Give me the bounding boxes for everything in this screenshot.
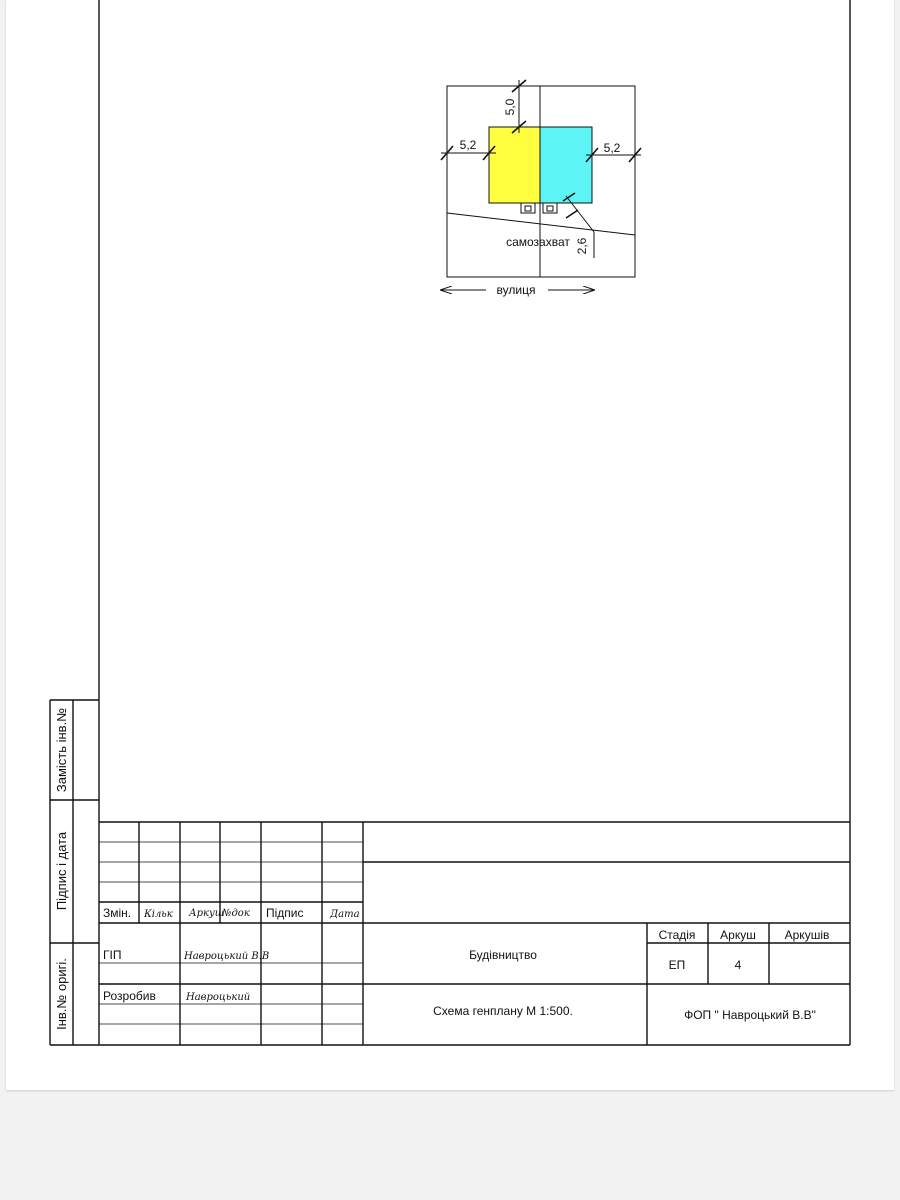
header-qty: Кільк <box>144 909 173 920</box>
stamp-replaced-inv: Замість інв.№ <box>54 707 69 793</box>
title-block <box>99 822 850 1045</box>
organization-name: ФОП " Навроцький В.В" <box>684 1008 816 1022</box>
dimension-right-setback-value: 5,2 <box>603 141 621 155</box>
header-signature: Підпис <box>266 906 304 920</box>
stage-label: Стадія <box>658 928 696 942</box>
unauthorized-boundary <box>447 213 635 235</box>
drawing-sheet <box>6 0 894 1090</box>
name-gip: Навроцький В.В <box>184 951 270 962</box>
name-author: Навроцький <box>186 992 251 1003</box>
house-unit-right <box>540 127 592 203</box>
house-unit-left <box>489 127 540 203</box>
entrance-steps <box>521 203 557 213</box>
unauthorized-label: самозахват <box>506 235 570 249</box>
drawing-canvas <box>6 0 894 1090</box>
dimension-front-setback-value: 5,0 <box>503 98 517 116</box>
header-sheet: Аркуш <box>189 908 225 919</box>
sheet-value: 4 <box>734 958 742 972</box>
header-date: Дата <box>330 909 360 920</box>
sheet-frame <box>50 0 850 1045</box>
sheets-label: Аркушів <box>784 928 830 942</box>
project-name: Будівництво <box>469 948 537 962</box>
sheet-label: Аркуш <box>720 928 756 942</box>
header-doc: №док <box>222 908 250 919</box>
dimension-left-setback-value: 5,2 <box>459 138 477 152</box>
side-stamp <box>50 700 99 1045</box>
stamp-signature-date: Підпис і дата <box>54 831 69 911</box>
stage-value: ЕП <box>668 958 686 972</box>
site-plan <box>441 80 641 297</box>
role-author: Розробив <box>103 989 156 1003</box>
header-change: Змін. <box>103 906 132 920</box>
street-label: вулиця <box>496 283 536 297</box>
drawing-title: Схема генплану М 1:500. <box>433 1004 573 1018</box>
dimension-unauthorized-value: 2,6 <box>575 237 589 255</box>
stamp-inv-orig: Інв.№ оригі. <box>54 958 69 1030</box>
role-gip: ГІП <box>103 948 122 962</box>
